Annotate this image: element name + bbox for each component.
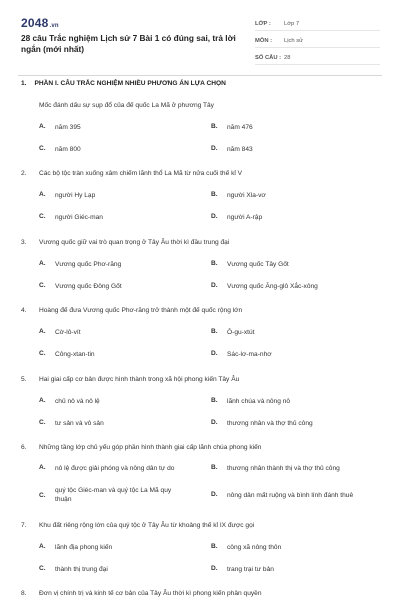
- question-number: 7.: [21, 522, 27, 529]
- option-letter: C.: [39, 350, 46, 357]
- info-value: Lịch sử: [284, 38, 304, 44]
- info-label: SỐ CÂU :: [255, 55, 282, 61]
- option-text: năm 800: [55, 146, 81, 153]
- question-2: [21, 169, 381, 221]
- option-c[interactable]: [39, 486, 199, 504]
- option-text: chủ nô và nô lệ: [55, 398, 100, 405]
- info-row-count: [255, 52, 380, 65]
- option-text: Cờ-lô-vít: [55, 329, 81, 336]
- option-text: lãnh địa phong kiến: [55, 544, 113, 551]
- option-letter: B.: [211, 328, 218, 335]
- option-b[interactable]: [211, 123, 253, 132]
- question-text: [21, 306, 381, 315]
- question-4: [21, 306, 381, 358]
- option-d[interactable]: [211, 565, 274, 574]
- option-letter: C.: [39, 282, 46, 289]
- option-text: Công-xtan-tin: [55, 351, 95, 358]
- option-text: người Hy Lạp: [55, 192, 96, 199]
- option-text: nô lệ được giải phóng và nông dân tự do: [55, 465, 175, 472]
- option-b[interactable]: [211, 464, 340, 473]
- option-letter: B.: [211, 397, 218, 404]
- option-b[interactable]: [211, 191, 266, 200]
- section-title: [21, 80, 226, 87]
- option-a[interactable]: [39, 123, 81, 132]
- question-number: 3.: [21, 239, 27, 246]
- option-letter: D.: [211, 350, 218, 357]
- option-letter: A.: [39, 543, 46, 550]
- option-text: trang trại tư bản: [227, 566, 274, 573]
- info-value: 28: [284, 55, 291, 61]
- option-text: Vương quốc Tây Gốt: [227, 261, 289, 268]
- question-prompt: Những tầng lớp chủ yếu góp phần hình thành giai cấp lãnh chúa phong kiến: [39, 444, 262, 451]
- question-text: [21, 101, 381, 110]
- question-prompt: Đơn vị chính trị và kinh tế cơ bản của Tây Âu thời kì phong kiến phân quyền: [39, 590, 262, 597]
- info-value: Lớp 7: [284, 21, 300, 27]
- option-letter: C.: [39, 145, 46, 152]
- option-letter: C.: [39, 565, 46, 572]
- question-number: 8.: [21, 590, 27, 597]
- question-number: 6.: [21, 444, 27, 451]
- option-text: thương nhân thành thị và thợ thủ công: [227, 465, 340, 472]
- question-number: 4.: [21, 307, 27, 314]
- option-letter: D.: [211, 491, 218, 498]
- option-text: năm 476: [227, 124, 253, 131]
- option-letter: A.: [39, 191, 46, 198]
- option-letter: B.: [211, 260, 218, 267]
- option-letter: C.: [39, 213, 46, 220]
- question-prompt: Các bộ tộc tràn xuống xâm chiếm lãnh thổ La Mã từ nửa cuối thế kỉ V: [39, 170, 243, 177]
- option-letter: A.: [39, 123, 46, 130]
- option-letter: D.: [211, 419, 218, 426]
- option-c[interactable]: [39, 213, 103, 222]
- option-text: năm 843: [227, 146, 253, 153]
- question-text: [21, 169, 381, 178]
- option-text: Vương quốc Ăng-glô Xắc-xông: [227, 283, 318, 290]
- option-d[interactable]: [211, 350, 272, 359]
- option-letter: B.: [211, 464, 218, 471]
- question-6: [21, 443, 381, 503]
- option-text: thành thị trung đại: [55, 566, 108, 573]
- option-d[interactable]: [211, 213, 262, 222]
- question-1: [21, 101, 381, 153]
- option-b[interactable]: [211, 328, 254, 337]
- option-text: người Xla-vơ: [227, 192, 266, 199]
- option-d[interactable]: [211, 419, 313, 428]
- option-text: Vương quốc Phơ-răng: [55, 261, 122, 268]
- info-label: MÔN :: [255, 38, 273, 44]
- option-c[interactable]: [39, 282, 122, 291]
- option-letter: A.: [39, 464, 46, 471]
- question-7: [21, 521, 381, 573]
- option-a[interactable]: [39, 191, 95, 200]
- option-c[interactable]: [39, 350, 95, 359]
- option-letter: C.: [39, 491, 46, 499]
- logo-text: 2048: [21, 16, 49, 30]
- option-text: lãnh chúa và nông nô: [227, 398, 291, 405]
- question-number: [21, 101, 39, 110]
- option-text: nông dân mất ruộng và bình lính đánh thuê: [227, 492, 354, 499]
- option-letter: D.: [211, 282, 218, 289]
- option-letter: B.: [211, 123, 218, 130]
- question-text: [21, 589, 381, 598]
- option-letter: A.: [39, 260, 46, 267]
- option-letter: C.: [39, 419, 46, 426]
- option-text: Sác-lơ-ma-nhơ: [227, 351, 272, 358]
- question-3: [21, 238, 381, 290]
- option-c[interactable]: [39, 419, 104, 428]
- option-letter: A.: [39, 397, 46, 404]
- option-text: công xã nông thôn: [227, 544, 282, 551]
- option-text: tư sản và vô sản: [55, 420, 104, 427]
- option-letter: D.: [211, 213, 218, 220]
- option-text: năm 395: [55, 124, 81, 131]
- info-row-subject: [255, 35, 380, 48]
- info-label: LỚP :: [255, 21, 271, 27]
- question-text: [21, 238, 381, 247]
- option-b[interactable]: [211, 397, 290, 406]
- question-text: [21, 443, 381, 452]
- header: [0, 0, 400, 70]
- option-c[interactable]: [39, 565, 108, 574]
- option-text: Ô-gu-xtút: [227, 329, 255, 336]
- option-a[interactable]: [39, 397, 100, 406]
- question-number: 5.: [21, 376, 27, 383]
- section-title-text: PHẦN I. CÂU TRẮC NGHIỆM NHIỀU PHƯƠNG ÁN LỰA CHỌN: [34, 80, 226, 87]
- option-d[interactable]: [211, 145, 253, 154]
- option-a[interactable]: [39, 543, 112, 552]
- site-logo[interactable]: [21, 16, 59, 30]
- option-letter: D.: [211, 145, 218, 152]
- option-d[interactable]: [211, 282, 318, 291]
- logo-tld: .vn: [49, 23, 59, 29]
- info-row-grade: [255, 18, 380, 31]
- option-text: quý tộc Giéc-man và quý tộc La Mã quy thuận: [55, 487, 172, 503]
- question-prompt: Vương quốc giữ vai trò quan trọng ở Tây Âu thời kì đầu trung đại: [39, 239, 230, 246]
- question-text: [21, 521, 381, 530]
- option-c[interactable]: [39, 145, 81, 154]
- option-letter: B.: [211, 543, 218, 550]
- header-divider: [18, 75, 382, 76]
- question-prompt: Hai giai cấp cơ bản được hình thành trong xã hội phong kiến Tây Âu: [39, 376, 240, 383]
- page-title: 28 câu Trắc nghiệm Lịch sử 7 Bài 1 có đúng sai, trả lời ngắn (mới nhất): [21, 33, 236, 54]
- section-number: 1.: [21, 80, 27, 87]
- option-text: Vương quốc Đông Gốt: [55, 283, 122, 290]
- question-number: 2.: [21, 170, 27, 177]
- info-panel: [255, 18, 380, 69]
- question-prompt: Mốc đánh dấu sự sụp đổ của đế quốc La Mã ở phương Tây: [39, 102, 214, 109]
- option-a[interactable]: [39, 328, 81, 337]
- option-letter: B.: [211, 191, 218, 198]
- option-a[interactable]: [39, 260, 121, 269]
- option-letter: A.: [39, 328, 46, 335]
- option-text: thương nhân và thợ thủ công: [227, 420, 313, 427]
- question-5: [21, 375, 381, 427]
- option-text: người Giéc-man: [55, 214, 103, 221]
- question-prompt: Hoàng đế đưa Vương quốc Phơ-răng trở thành một đế quốc rộng lớn: [39, 307, 243, 314]
- option-d[interactable]: [211, 491, 353, 500]
- option-text: người A-rập: [227, 214, 263, 221]
- option-letter: D.: [211, 565, 218, 572]
- option-a[interactable]: [39, 464, 174, 473]
- question-8: [21, 589, 381, 598]
- option-b[interactable]: [211, 260, 289, 269]
- option-b[interactable]: [211, 543, 281, 552]
- question-text: [21, 375, 381, 384]
- question-prompt: Khu đất riêng rộng lớn của quý tộc ở Tây Âu từ khoảng thế kỉ IX được gọi: [39, 522, 255, 529]
